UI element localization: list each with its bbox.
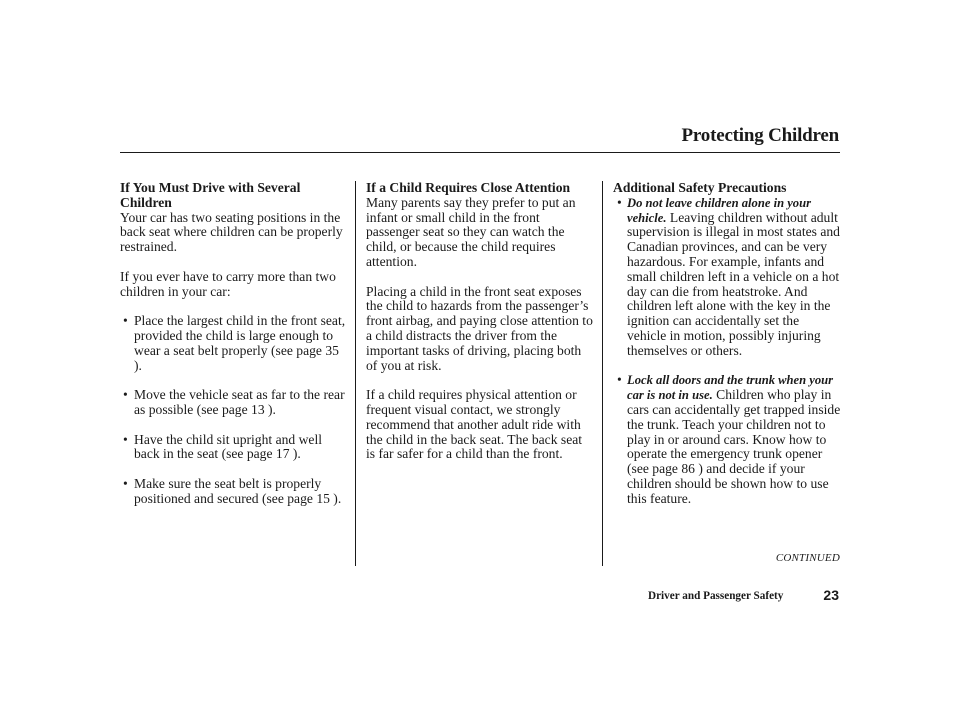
bullet-icon: • [123, 431, 128, 447]
bullet-icon: • [123, 387, 128, 403]
list-item [120, 477, 348, 507]
bullet-icon: • [123, 313, 128, 329]
section-heading: If You Must Drive with Several Children [120, 180, 301, 210]
page-title: Protecting Children [681, 125, 839, 146]
list-item [120, 314, 348, 373]
footer-section-title: Driver and Passenger Safety [648, 590, 784, 602]
list-item-text: Have the child sit upright and well back in the seat (see page 17 ). [134, 431, 323, 462]
paragraph: If a child requires physical attention or frequent visual contact, we strongly recommend that another adult ride with the child in the back seat. The back seat is far safer for a child than the front. [366, 387, 583, 462]
continued-label: CONTINUED [775, 552, 840, 564]
list-item-text: Children who play in cars can accidentally get trapped inside the trunk. Teach your children not to play in or around cars. Know how to operate the emergency trunk opener (see page 86 ) and decide if your children should be shown how to use this feature. [627, 387, 841, 506]
paragraph: Placing a child in the front seat exposes the child to hazards from the passenger’s front airbag, and paying close attention to a child distracts the driver from the important tasks of driving, placing both of you at risk. [366, 283, 593, 373]
list-item-text: Leaving children without adult supervision is illegal in most states and Canadian provinces, and can be very hazardous. For example, infants and small children left in a vehicle on a hot day can die from heatstroke. And children left alone with the key in the ignition can accidentally set the vehicle in motion, possibly injuring themselves or others. [627, 209, 840, 358]
bullet-icon: • [617, 372, 622, 388]
paragraph: Your car has two seating positions in the back seat where children can be properly restrained. [120, 209, 343, 255]
list-item [613, 373, 841, 506]
list-item-text: Make sure the seat belt is properly positioned and secured (see page 15 ). [134, 475, 342, 506]
title-divider [120, 152, 840, 153]
column-several-children [120, 181, 348, 521]
paragraph: Many parents say they prefer to put an infant or small child in the front passenger seat so they can watch the child, or because the child requires attention. [366, 194, 576, 269]
list-item-text: Move the vehicle seat as far to the rear as possible (see page 13 ). [134, 387, 345, 417]
section-heading: Additional Safety Precautions [613, 180, 787, 195]
bullet-list [613, 196, 841, 507]
list-item [120, 433, 348, 463]
list-item-text: Place the largest child in the front seat, provided the child is large enough to wear a seat belt properly (see page 35 ). [134, 313, 346, 373]
page-number: 23 [823, 587, 839, 603]
paragraph: If you ever have to carry more than two children in your car: [120, 268, 336, 299]
bullet-icon: • [123, 475, 128, 491]
column-close-attention [366, 181, 594, 477]
column-divider [355, 181, 356, 566]
column-safety-precautions [613, 181, 841, 521]
list-item-lead: Lock all doors and the trunk when your car is not in use. [627, 373, 834, 403]
list-item-lead: Do not leave children alone in your vehicle. [627, 195, 812, 225]
section-heading: If a Child Requires Close Attention [366, 180, 571, 195]
list-item [120, 388, 348, 418]
bullet-list [120, 314, 348, 506]
list-item [613, 196, 841, 359]
bullet-icon: • [617, 194, 622, 210]
column-divider [602, 181, 603, 566]
